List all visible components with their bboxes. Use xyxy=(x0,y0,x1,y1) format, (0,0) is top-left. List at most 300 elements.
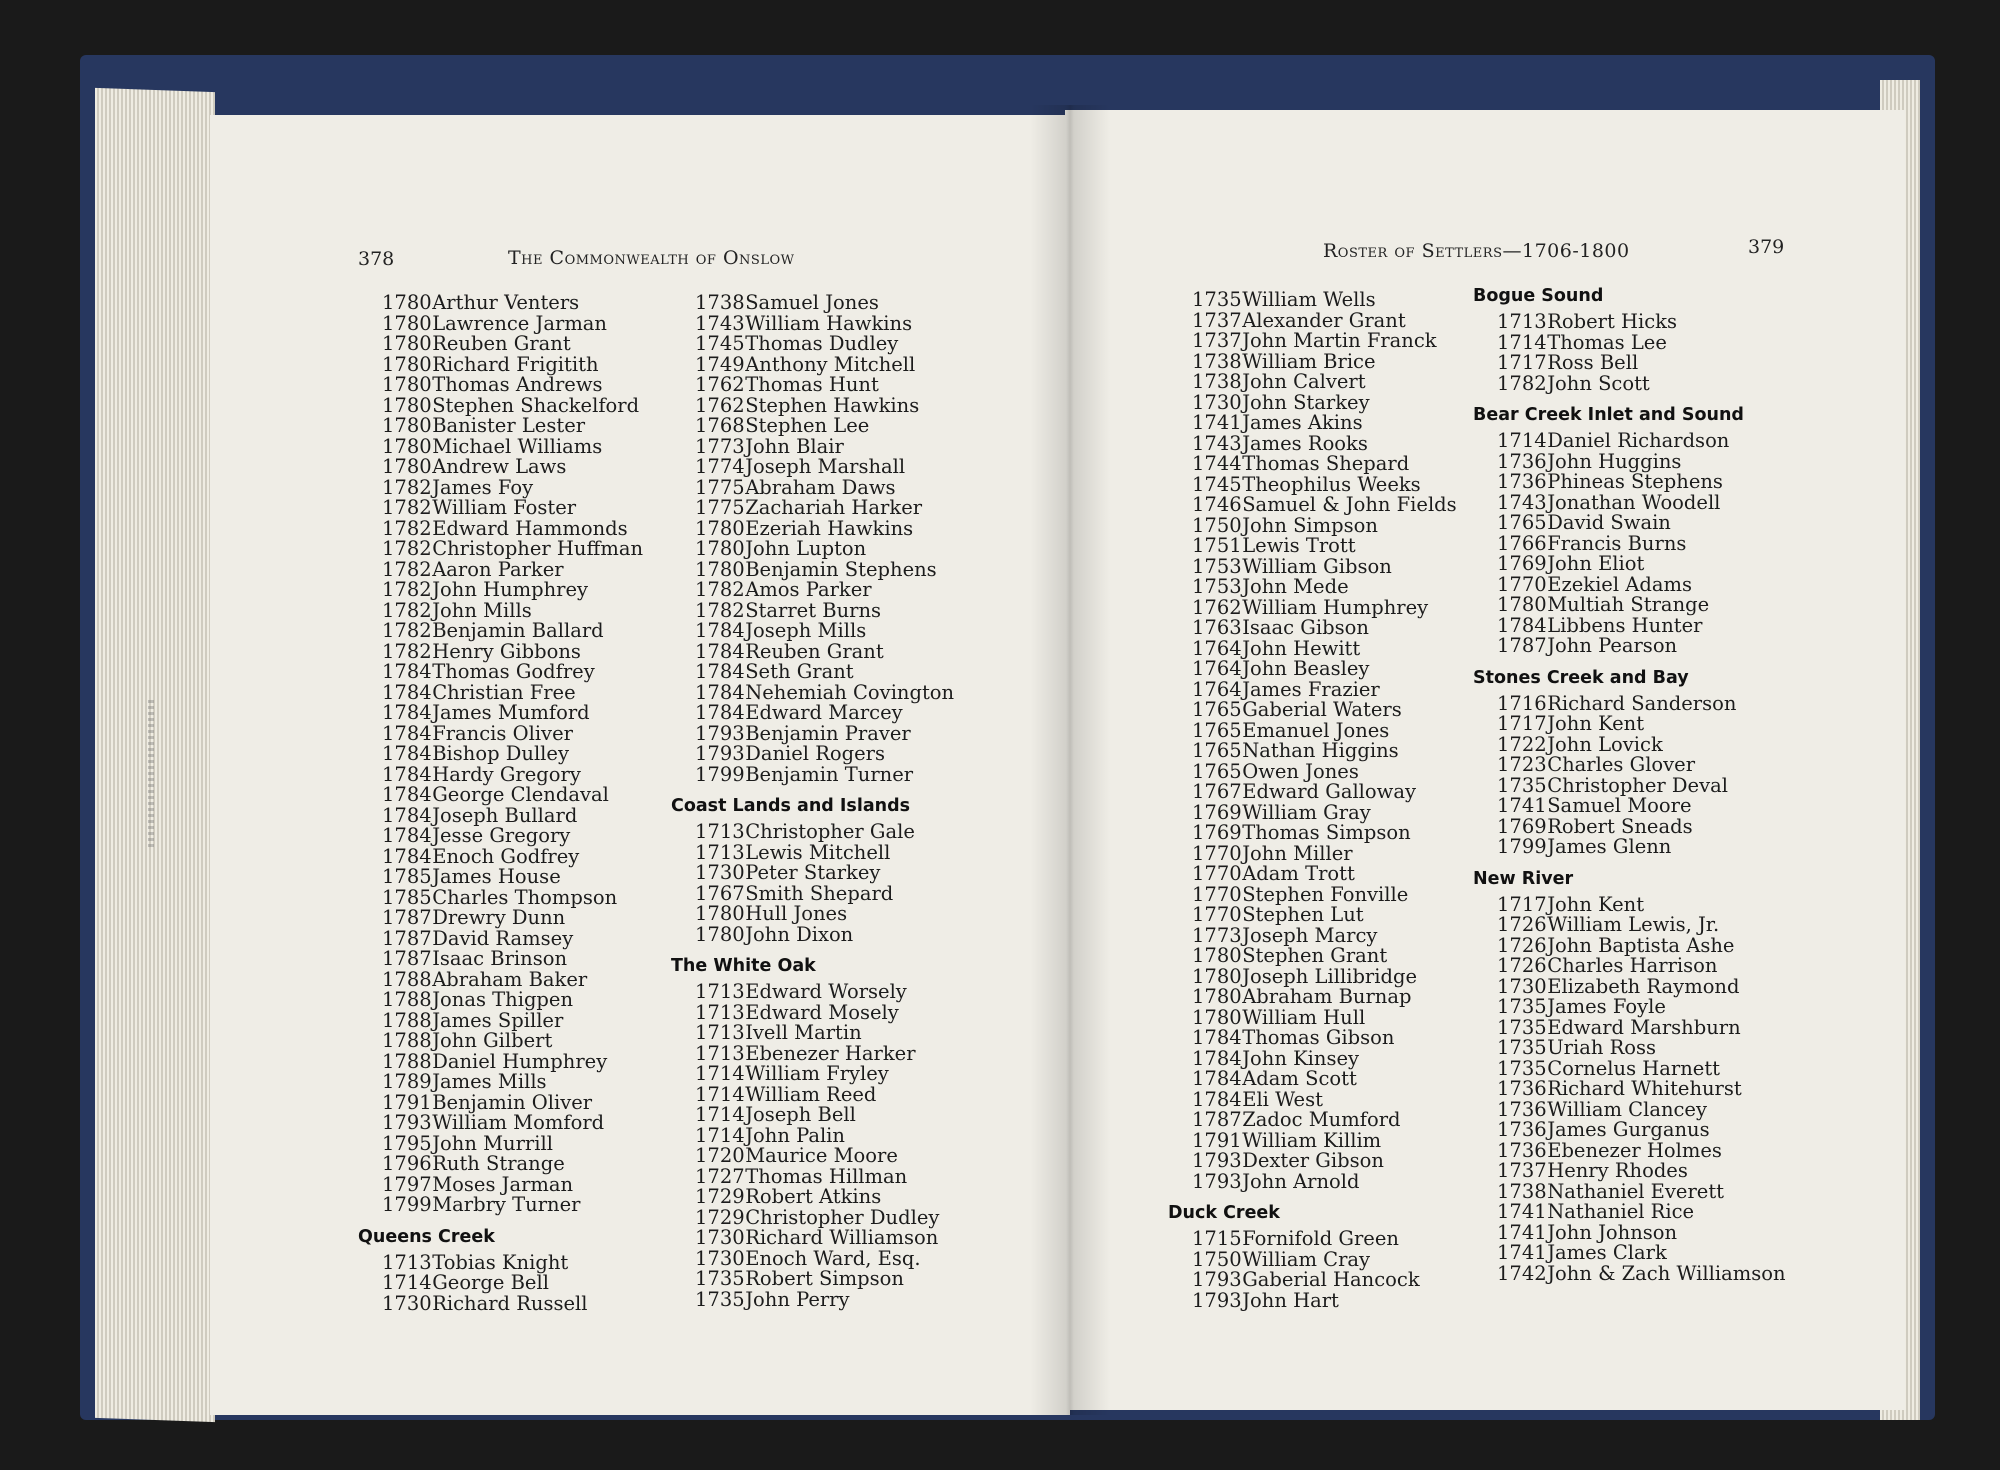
settler-name: Charles Harrison xyxy=(1547,954,1718,977)
settler-name: Dexter Gibson xyxy=(1242,1149,1384,1172)
settler-year: 1767 xyxy=(1192,780,1242,803)
settler-name: Emanuel Jones xyxy=(1242,718,1390,742)
settler-entry xyxy=(695,1082,954,1106)
settler-entry xyxy=(1497,796,1786,817)
settler-year: 1769 xyxy=(1497,814,1547,838)
settler-entry xyxy=(1192,390,1457,414)
settler-entry xyxy=(1192,782,1457,803)
settler-entry xyxy=(382,293,643,314)
settler-name: Joseph Bell xyxy=(745,1103,856,1126)
settler-entry xyxy=(695,598,954,622)
settler-name: Bishop Dulley xyxy=(432,742,569,765)
settler-entry xyxy=(382,1195,643,1216)
settler-entry xyxy=(695,334,954,355)
settler-year: 1782 xyxy=(382,578,432,601)
settler-entry xyxy=(382,1172,643,1196)
settler-entry xyxy=(1497,1120,1786,1141)
settler-year: 1784 xyxy=(695,680,745,704)
page-edges-left xyxy=(95,88,215,1422)
settler-name: Robert Sneads xyxy=(1547,814,1693,838)
settler-name: Reuben Grant xyxy=(745,639,884,663)
settler-name: Richard Frigitith xyxy=(432,352,599,376)
settler-entry xyxy=(1192,372,1457,393)
settler-entry xyxy=(1192,1046,1457,1070)
settler-entry xyxy=(382,1250,643,1274)
settler-entry xyxy=(695,744,954,765)
settler-name: James Frazier xyxy=(1242,677,1380,701)
settler-year: 1722 xyxy=(1497,732,1547,756)
settler-year: 1726 xyxy=(1497,954,1547,977)
settler-entry xyxy=(1192,1110,1457,1131)
settler-year: 1736 xyxy=(1497,470,1547,493)
settler-name: John Humphrey xyxy=(432,578,589,601)
settler-year: 1782 xyxy=(382,537,432,560)
settler-entry xyxy=(1192,1128,1457,1152)
settler-year: 1765 xyxy=(1497,511,1547,534)
settler-entry xyxy=(1192,1151,1457,1172)
settler-name: John Simpson xyxy=(1242,513,1378,537)
settler-entry xyxy=(1192,677,1457,701)
settler-year: 1717 xyxy=(1497,351,1547,374)
settler-entry xyxy=(1192,759,1457,783)
settler-entry xyxy=(1497,714,1786,735)
settler-entry xyxy=(382,334,643,355)
settler-name: Moses Jarman xyxy=(432,1172,574,1196)
settler-name: Robert Simpson xyxy=(745,1267,904,1290)
settler-year: 1780 xyxy=(695,902,745,925)
settler-name: Christopher Deval xyxy=(1547,773,1728,797)
settler-year: 1788 xyxy=(382,1049,432,1073)
settler-year: 1784 xyxy=(1192,1087,1242,1111)
settler-year: 1741 xyxy=(1497,1200,1547,1223)
settler-entry xyxy=(1192,290,1457,311)
settler-year: 1714 xyxy=(382,1271,432,1294)
settler-year: 1743 xyxy=(1192,431,1242,455)
settler-name: Robert Hicks xyxy=(1547,310,1677,333)
settler-name: Charles Thompson xyxy=(432,885,618,909)
settler-entry xyxy=(695,416,954,437)
settler-name: Edward Marshburn xyxy=(1547,1015,1741,1039)
settler-year: 1780 xyxy=(382,291,432,314)
settler-year: 1793 xyxy=(695,742,745,765)
settler-year: 1743 xyxy=(1497,490,1547,514)
settler-year: 1787 xyxy=(382,947,432,970)
settler-name: Arthur Venters xyxy=(432,291,580,314)
settler-year: 1717 xyxy=(1497,712,1547,735)
settler-name: John Dixon xyxy=(745,922,854,946)
settler-year: 1753 xyxy=(1192,554,1242,578)
settler-entry xyxy=(1192,659,1457,680)
settler-name: Benjamin Turner xyxy=(745,762,914,786)
settler-name: Benjamin Ballard xyxy=(432,619,604,642)
settler-year: 1784 xyxy=(382,783,432,806)
settler-name: Nehemiah Covington xyxy=(745,680,955,704)
settler-year: 1773 xyxy=(695,434,745,458)
settler-name: James Rooks xyxy=(1242,431,1368,455)
settler-name: Edward Mosely xyxy=(745,1000,899,1024)
settler-name: Thomas Andrews xyxy=(432,373,603,396)
settler-entry xyxy=(1192,331,1457,352)
settler-year: 1780 xyxy=(695,516,745,540)
settler-entry xyxy=(382,352,643,376)
settler-entry xyxy=(1497,371,1786,395)
settler-year: 1730 xyxy=(1192,390,1242,414)
settler-year: 1716 xyxy=(1497,691,1547,715)
settler-year: 1766 xyxy=(1497,531,1547,555)
settler-entry xyxy=(1497,1079,1786,1100)
settler-year: 1762 xyxy=(1192,595,1242,619)
settler-name: John Pearson xyxy=(1547,634,1678,657)
settler-entry xyxy=(382,475,643,499)
settler-entry xyxy=(1192,823,1457,844)
settler-year: 1729 xyxy=(695,1205,745,1229)
settler-name: James Gurganus xyxy=(1547,1118,1710,1141)
settler-name: Elizabeth Raymond xyxy=(1547,974,1740,998)
settler-entry xyxy=(382,1072,643,1093)
settler-name: John Mede xyxy=(1242,575,1349,598)
settler-name: John Blair xyxy=(745,434,844,458)
settler-name: Drewry Dunn xyxy=(432,906,566,929)
settler-entry xyxy=(1192,1069,1457,1090)
settler-year: 1791 xyxy=(1192,1128,1242,1152)
settler-entry xyxy=(1497,312,1786,333)
settler-year: 1713 xyxy=(695,820,745,843)
settler-name: Thomas Dudley xyxy=(745,332,899,355)
settler-entry xyxy=(695,557,954,581)
settler-name: Ebenezer Holmes xyxy=(1547,1138,1722,1162)
settler-year: 1784 xyxy=(695,619,745,642)
settler-name: Maurice Moore xyxy=(745,1144,898,1167)
settler-entry xyxy=(1192,454,1457,475)
settler-name: Daniel Richardson xyxy=(1547,429,1730,452)
settler-year: 1730 xyxy=(695,1226,745,1249)
settler-name: Richard Whitehurst xyxy=(1547,1077,1742,1100)
right-page-number: 379 xyxy=(1748,236,1785,258)
settler-name: James Spiller xyxy=(432,1008,564,1032)
settler-year: 1764 xyxy=(1192,677,1242,701)
settler-year: 1765 xyxy=(1192,718,1242,742)
settler-name: William Gray xyxy=(1242,800,1371,824)
book-gutter xyxy=(1030,105,1110,1415)
settler-entry xyxy=(1497,330,1786,354)
settler-year: 1799 xyxy=(1497,835,1547,858)
settler-entry xyxy=(382,949,643,970)
settler-entry xyxy=(1192,349,1457,373)
settler-entry xyxy=(1497,1220,1786,1244)
settler-year: 1780 xyxy=(1192,964,1242,988)
settler-name: Edward Galloway xyxy=(1242,780,1416,803)
settler-year: 1713 xyxy=(695,1021,745,1044)
settler-name: Smith Shepard xyxy=(745,881,894,905)
settler-entry xyxy=(695,1023,954,1044)
settler-year: 1738 xyxy=(1192,349,1242,373)
settler-year: 1788 xyxy=(382,1029,432,1052)
settler-year: 1730 xyxy=(695,861,745,884)
settler-year: 1799 xyxy=(382,1193,432,1216)
settler-name: John Kent xyxy=(1547,892,1645,916)
settler-name: William Lewis, Jr. xyxy=(1547,913,1720,936)
settler-entry xyxy=(382,680,643,704)
settler-name: William Foster xyxy=(432,496,577,519)
settler-name: Fornifold Green xyxy=(1242,1227,1399,1250)
settler-name: Hardy Gregory xyxy=(432,762,581,786)
settler-entry xyxy=(382,1031,643,1052)
settler-year: 1784 xyxy=(382,701,432,724)
settler-name: Thomas Lee xyxy=(1547,330,1667,354)
settler-year: 1787 xyxy=(382,926,432,950)
settler-year: 1714 xyxy=(1497,330,1547,354)
settler-name: William Brice xyxy=(1242,349,1376,373)
settler-year: 1767 xyxy=(695,881,745,905)
settler-year: 1715 xyxy=(1192,1227,1242,1250)
settler-entry xyxy=(382,785,643,806)
settler-year: 1765 xyxy=(1192,698,1242,721)
settler-name: John Hart xyxy=(1242,1288,1339,1312)
left-running-head: The Commonwealth of Onslow xyxy=(508,247,795,269)
section-heading: Bogue Sound xyxy=(1473,286,1604,306)
settler-name: Francis Burns xyxy=(1547,531,1687,555)
settler-entry xyxy=(695,1187,954,1208)
settler-year: 1784 xyxy=(382,824,432,847)
settler-entry xyxy=(695,680,955,704)
settler-name: James House xyxy=(432,865,561,888)
settler-year: 1793 xyxy=(1192,1288,1242,1312)
settler-name: Thomas Hunt xyxy=(745,373,879,396)
settler-year: 1738 xyxy=(1192,370,1242,393)
settler-name: Multiah Strange xyxy=(1547,593,1710,616)
settler-entry xyxy=(1192,472,1457,496)
settler-year: 1713 xyxy=(695,840,745,864)
settler-name: Stephen Hawkins xyxy=(745,393,920,417)
settler-entry xyxy=(1192,1229,1457,1250)
settler-entry xyxy=(382,557,643,581)
settler-entry xyxy=(1497,595,1786,616)
settler-year: 1741 xyxy=(1497,794,1547,817)
settler-entry xyxy=(1192,536,1457,557)
settler-name: Aaron Parker xyxy=(432,557,564,581)
settler-entry xyxy=(1497,1202,1786,1223)
settler-name: Hull Jones xyxy=(745,902,848,925)
settler-year: 1736 xyxy=(1497,1138,1547,1162)
settler-year: 1738 xyxy=(1497,1179,1547,1203)
right-column-2 xyxy=(1473,285,1786,1285)
settler-year: 1784 xyxy=(382,762,432,786)
settler-entry xyxy=(695,311,954,335)
settler-name: Ebenezer Harker xyxy=(745,1041,916,1065)
settler-entry xyxy=(1192,1288,1457,1312)
settler-year: 1797 xyxy=(382,1172,432,1196)
settler-year: 1782 xyxy=(1497,371,1547,395)
settler-year: 1714 xyxy=(695,1103,745,1126)
settler-entry xyxy=(382,803,643,827)
settler-year: 1736 xyxy=(1497,449,1547,473)
settler-entry xyxy=(1192,308,1457,332)
settler-entry xyxy=(382,1291,643,1315)
settler-name: Nathaniel Rice xyxy=(1547,1200,1695,1223)
settler-year: 1768 xyxy=(695,414,745,437)
settler-year: 1750 xyxy=(1192,1247,1242,1271)
settler-name: Daniel Rogers xyxy=(745,742,886,765)
settler-year: 1780 xyxy=(382,352,432,376)
settler-year: 1775 xyxy=(695,475,745,499)
settler-entry xyxy=(1192,946,1457,967)
settler-year: 1773 xyxy=(1192,923,1242,947)
settler-entry xyxy=(1192,1247,1457,1271)
settler-entry xyxy=(1192,618,1457,639)
settler-year: 1784 xyxy=(382,803,432,827)
settler-year: 1793 xyxy=(695,721,745,745)
settler-year: 1714 xyxy=(695,1082,745,1106)
settler-entry xyxy=(382,516,643,540)
settler-year: 1713 xyxy=(695,980,745,1003)
settler-name: Uriah Ross xyxy=(1547,1036,1657,1059)
settler-entry xyxy=(1192,1005,1457,1029)
settler-entry xyxy=(382,744,643,765)
settler-entry xyxy=(1497,1261,1786,1285)
settler-year: 1780 xyxy=(695,922,745,946)
settler-year: 1744 xyxy=(1192,452,1242,475)
settler-entry xyxy=(1192,987,1457,1008)
settler-year: 1788 xyxy=(382,1008,432,1032)
settler-entry xyxy=(382,1113,643,1134)
settler-year: 1735 xyxy=(695,1287,745,1311)
settler-year: 1765 xyxy=(1192,739,1242,762)
settler-year: 1730 xyxy=(1497,974,1547,998)
settler-name: Gaberial Waters xyxy=(1242,698,1402,721)
settler-name: Charles Glover xyxy=(1547,753,1696,776)
settler-entry xyxy=(1497,554,1786,575)
settler-entry xyxy=(695,434,954,458)
settler-entry xyxy=(382,416,643,437)
settler-year: 1735 xyxy=(1497,1056,1547,1080)
settler-year: 1745 xyxy=(695,332,745,355)
settler-entry xyxy=(695,457,954,478)
settler-year: 1714 xyxy=(1497,429,1547,452)
settler-name: Zachariah Harker xyxy=(745,496,923,519)
settler-entry xyxy=(382,1273,643,1294)
settler-year: 1788 xyxy=(382,988,432,1011)
settler-year: 1769 xyxy=(1192,800,1242,824)
settler-year: 1780 xyxy=(1497,593,1547,616)
settler-name: William Killim xyxy=(1242,1128,1382,1152)
settler-year: 1735 xyxy=(1497,1015,1547,1039)
settler-year: 1735 xyxy=(1497,1036,1547,1059)
settler-entry xyxy=(382,1090,643,1114)
settler-name: Abraham Daws xyxy=(745,475,896,499)
settler-entry xyxy=(695,1123,954,1147)
settler-name: Richard Sanderson xyxy=(1547,691,1737,715)
settler-name: James Foy xyxy=(432,475,534,499)
settler-year: 1753 xyxy=(1192,575,1242,598)
settler-name: Richard Williamson xyxy=(745,1226,939,1249)
settler-name: John Mills xyxy=(432,598,532,622)
right-page xyxy=(1065,110,1905,1410)
settler-entry xyxy=(382,457,643,478)
right-running-head: Roster of Settlers—1706-1800 xyxy=(1323,240,1630,262)
settler-entry xyxy=(1192,964,1457,988)
settler-name: Amos Parker xyxy=(745,578,872,601)
settler-entry xyxy=(382,1008,643,1032)
settler-name: John Lupton xyxy=(745,537,867,560)
settler-entry xyxy=(382,844,643,868)
settler-year: 1737 xyxy=(1192,329,1242,352)
settler-entry xyxy=(1192,577,1457,598)
settler-name: William Hull xyxy=(1242,1005,1366,1029)
settler-name: Abraham Baker xyxy=(432,967,588,991)
settler-entry xyxy=(1497,1097,1786,1121)
settler-year: 1784 xyxy=(382,680,432,704)
settler-year: 1782 xyxy=(382,475,432,499)
settler-entry xyxy=(1192,595,1457,619)
settler-name: Thomas Gibson xyxy=(1242,1026,1395,1049)
settler-year: 1770 xyxy=(1497,572,1547,596)
settler-name: James Mills xyxy=(432,1070,547,1093)
settler-year: 1780 xyxy=(1192,985,1242,1008)
settler-entry xyxy=(695,922,954,946)
settler-entry xyxy=(1192,800,1457,824)
settler-entry xyxy=(695,1041,954,1065)
settler-entry xyxy=(695,662,954,683)
settler-name: John Martin Franck xyxy=(1242,329,1437,352)
settler-entry xyxy=(382,662,643,683)
settler-name: John Arnold xyxy=(1242,1169,1360,1193)
settler-name: Christopher Gale xyxy=(745,820,915,843)
settler-name: John Kent xyxy=(1547,712,1645,735)
settler-name: Isaac Brinson xyxy=(432,947,568,970)
settler-name: John Miller xyxy=(1242,841,1353,865)
settler-entry xyxy=(1497,915,1786,936)
settler-year: 1764 xyxy=(1192,636,1242,660)
settler-name: Enoch Ward, Esq. xyxy=(745,1246,921,1270)
settler-year: 1784 xyxy=(1497,613,1547,637)
settler-name: Adam Trott xyxy=(1242,862,1355,885)
settler-year: 1729 xyxy=(695,1185,745,1208)
settler-name: George Bell xyxy=(432,1271,549,1294)
settler-name: John Kinsey xyxy=(1242,1046,1360,1070)
settler-year: 1742 xyxy=(1497,1261,1547,1285)
settler-name: Nathan Higgins xyxy=(1242,739,1399,762)
settler-entry xyxy=(382,1154,643,1175)
settler-entry xyxy=(382,375,643,396)
settler-year: 1749 xyxy=(695,352,745,376)
settler-name: Ross Bell xyxy=(1547,351,1639,374)
settler-name: John Scott xyxy=(1547,371,1650,395)
settler-name: John & Zach Williamson xyxy=(1547,1261,1786,1285)
settler-year: 1730 xyxy=(695,1246,745,1270)
settler-name: James Mumford xyxy=(432,701,590,724)
settler-name: Joseph Mills xyxy=(745,619,867,642)
settler-entry xyxy=(1497,572,1786,596)
settler-name: Theophilus Weeks xyxy=(1242,472,1421,496)
settler-entry xyxy=(695,863,954,884)
settler-name: John Johnson xyxy=(1547,1220,1678,1244)
settler-entry xyxy=(695,293,954,314)
settler-name: Christopher Huffman xyxy=(432,537,644,560)
settler-year: 1784 xyxy=(695,701,745,724)
settler-year: 1793 xyxy=(382,1111,432,1134)
settler-name: John Baptista Ashe xyxy=(1547,933,1735,957)
settler-year: 1784 xyxy=(382,660,432,683)
left-page xyxy=(210,115,1070,1415)
settler-name: Daniel Humphrey xyxy=(432,1049,608,1073)
settler-name: John Calvert xyxy=(1242,370,1366,393)
settler-year: 1793 xyxy=(1192,1169,1242,1193)
settler-year: 1784 xyxy=(1192,1067,1242,1090)
settler-name: Stephen Shackelford xyxy=(432,393,640,417)
settler-entry xyxy=(695,1205,954,1229)
settler-name: Alexander Grant xyxy=(1242,308,1406,332)
settler-name: Jonas Thigpen xyxy=(432,988,574,1011)
